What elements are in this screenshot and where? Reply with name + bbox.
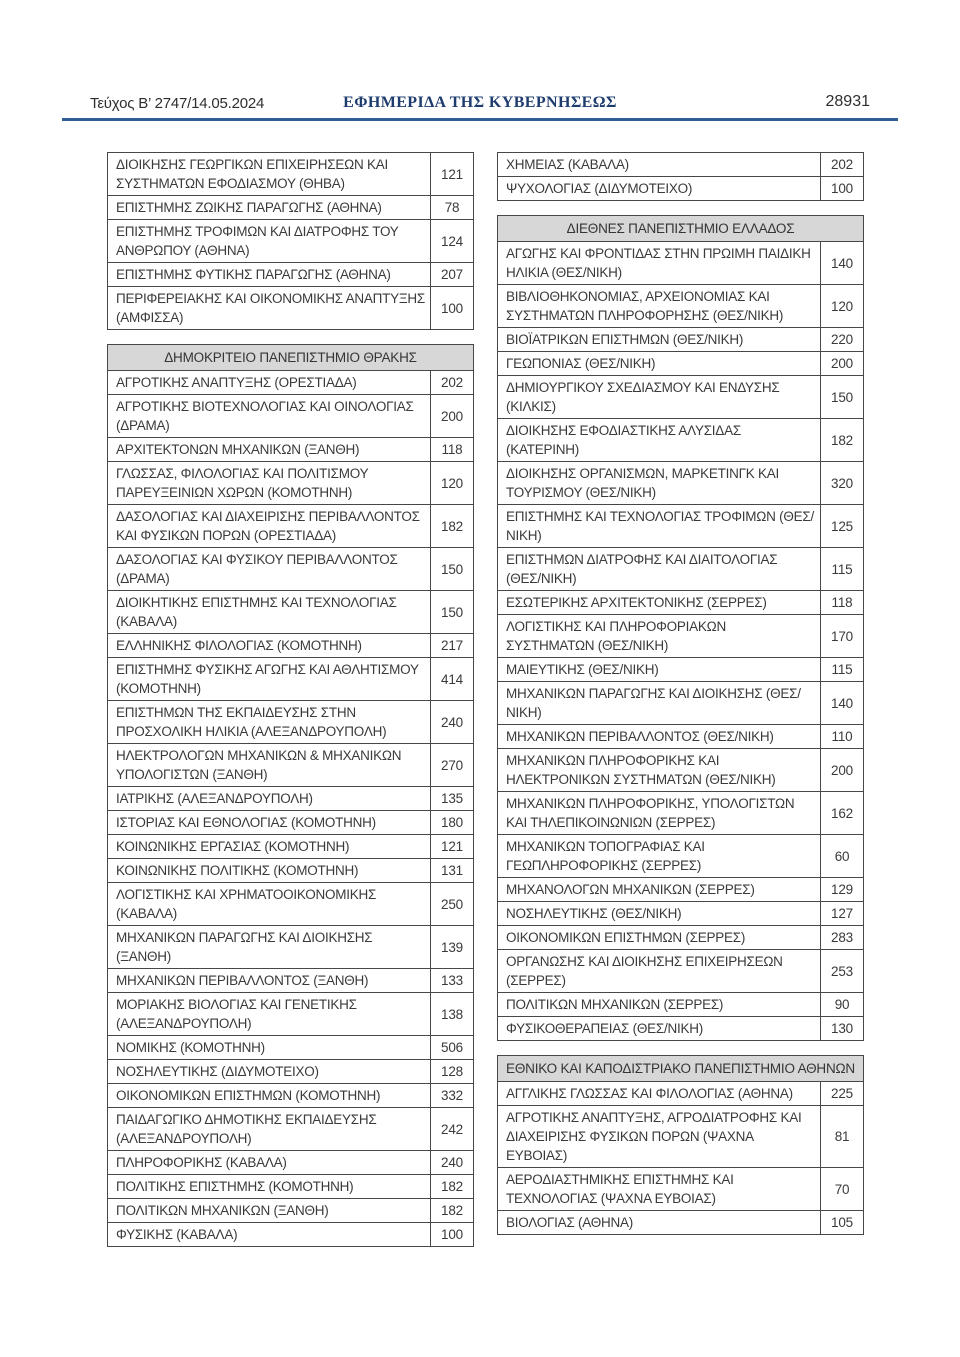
- table-row: [108, 834, 473, 858]
- admissions-count: 100: [430, 287, 473, 329]
- department-name: ΠΟΛΙΤΙΚΩΝ ΜΗΧΑΝΙΚΩΝ (ΞΑΝΘΗ): [116, 1203, 329, 1218]
- department-name: ΔΗΜΙΟΥΡΓΙΚΟΥ ΣΧΕΔΙΑΣΜΟΥ ΚΑΙ ΕΝΔΥΣΗΣ (ΚΙΛΚΙΣ): [506, 380, 780, 414]
- department-name: ΠΕΡΙΦΕΡΕΙΑΚΗΣ ΚΑΙ ΟΙΚΟΝΟΜΙΚΗΣ ΑΝΑΠΤΥΞΗΣ (ΑΜΦΙΣΣΑ): [116, 291, 425, 325]
- table-row: [498, 461, 863, 504]
- table-row: [498, 375, 863, 418]
- admissions-count: 120: [430, 462, 473, 504]
- table-row: [108, 1198, 473, 1222]
- admissions-count: 118: [820, 591, 863, 614]
- admissions-count: 202: [430, 371, 473, 394]
- admissions-count: 127: [820, 902, 863, 925]
- issue-label: Τεύχος Β’ 2747/14.05.2024: [90, 95, 265, 112]
- table-row: [498, 1016, 863, 1040]
- table-row: [108, 700, 473, 743]
- admissions-count: 150: [430, 548, 473, 590]
- right-column: [497, 152, 864, 1235]
- table-row: [498, 681, 863, 724]
- table-row: [108, 504, 473, 547]
- page-header: [62, 93, 898, 115]
- admissions-count: 240: [430, 701, 473, 743]
- university-header: ΔΗΜΟΚΡΙΤΕΙΟ ΠΑΝΕΠΙΣΤΗΜΙΟ ΘΡΑΚΗΣ: [108, 345, 473, 371]
- department-name: ΔΙΟΙΚΗΣΗΣ ΕΦΟΔΙΑΣΤΙΚΗΣ ΑΛΥΣΙΔΑΣ (ΚΑΤΕΡΙΝΗ): [506, 423, 741, 457]
- table-row: [498, 1105, 863, 1167]
- admissions-count: 133: [430, 969, 473, 992]
- admissions-count: 135: [430, 787, 473, 810]
- department-name: ΠΑΙΔΑΓΩΓΙΚΟ ΔΗΜΟΤΙΚΗΣ ΕΚΠΑΙΔΕΥΣΗΣ (ΑΛΕΞΑΝΔΡΟΥΠΟΛΗ): [116, 1112, 377, 1146]
- department-name: ΠΟΛΙΤΙΚΗΣ ΕΠΙΣΤΗΜΗΣ (ΚΟΜΟΤΗΝΗ): [116, 1179, 354, 1194]
- table-row: [108, 633, 473, 657]
- department-name: ΝΟΜΙΚΗΣ (ΚΟΜΟΤΗΝΗ): [116, 1040, 265, 1055]
- department-name: ΕΠΙΣΤΗΜΗΣ ΖΩΙΚΗΣ ΠΑΡΑΓΩΓΗΣ (ΑΘΗΝΑ): [116, 200, 382, 215]
- admissions-count: 202: [820, 153, 863, 176]
- table-row: [498, 284, 863, 327]
- table-row: [108, 657, 473, 700]
- table-row: [498, 176, 863, 200]
- table-row: [108, 547, 473, 590]
- admissions-count: 200: [820, 352, 863, 375]
- gazette-title: ΕΦΗΜΕΡΙΔΑ ΤΗΣ ΚΥΒΕΡΝΗΣΕΩΣ: [343, 94, 617, 111]
- table-row: [498, 327, 863, 351]
- admissions-count: 121: [430, 835, 473, 858]
- admissions-count: 332: [430, 1084, 473, 1107]
- admissions-count: 182: [430, 1199, 473, 1222]
- admissions-count: 320: [820, 462, 863, 504]
- department-name: ΒΙΒΛΙΟΘΗΚΟΝΟΜΙΑΣ, ΑΡΧΕΙΟΝΟΜΙΑΣ ΚΑΙ ΣΥΣΤΗΜΑΤΩΝ ΠΛΗΡΟΦΟΡΗΣΗΣ (ΘΕΣ/ΝΙΚΗ): [506, 289, 784, 323]
- table-row: [498, 925, 863, 949]
- department-name: ΑΓΡΟΤΙΚΗΣ ΒΙΟΤΕΧΝΟΛΟΓΙΑΣ ΚΑΙ ΟΙΝΟΛΟΓΙΑΣ (ΔΡΑΜΑ): [116, 399, 414, 433]
- admissions-count: 131: [430, 859, 473, 882]
- department-name: ΓΕΩΠΟΝΙΑΣ (ΘΕΣ/ΝΙΚΗ): [506, 356, 656, 371]
- table-row: [498, 791, 863, 834]
- admissions-count: 283: [820, 926, 863, 949]
- table-row: [498, 992, 863, 1016]
- table-row: [108, 810, 473, 834]
- admissions-count: 115: [820, 658, 863, 681]
- department-name: ΠΟΛΙΤΙΚΩΝ ΜΗΧΑΝΙΚΩΝ (ΣΕΡΡΕΣ): [506, 997, 724, 1012]
- table-row: [108, 786, 473, 810]
- department-name: ΦΥΣΙΚΟΘΕΡΑΠΕΙΑΣ (ΘΕΣ/ΝΙΚΗ): [506, 1021, 703, 1036]
- department-name: ΜΗΧΑΝΙΚΩΝ ΠΕΡΙΒΑΛΛΟΝΤΟΣ (ΘΕΣ/ΝΙΚΗ): [506, 729, 774, 744]
- admissions-count: 182: [430, 505, 473, 547]
- department-name: ΕΣΩΤΕΡΙΚΗΣ ΑΡΧΙΤΕΚΤΟΝΙΚΗΣ (ΣΕΡΡΕΣ): [506, 595, 767, 610]
- department-name: ΔΑΣΟΛΟΓΙΑΣ ΚΑΙ ΔΙΑΧΕΙΡΙΣΗΣ ΠΕΡΙΒΑΛΛΟΝΤΟΣ ΚΑΙ ΦΥΣΙΚΩΝ ΠΟΡΩΝ (ΟΡΕΣΤΙΑΔΑ): [116, 509, 420, 543]
- table-row: [108, 219, 473, 262]
- table-row: [108, 1083, 473, 1107]
- admissions-count: 110: [820, 725, 863, 748]
- department-table: [497, 1055, 864, 1235]
- admissions-count: 90: [820, 993, 863, 1016]
- table-row: [108, 461, 473, 504]
- department-name: ΓΛΩΣΣΑΣ, ΦΙΛΟΛΟΓΙΑΣ ΚΑΙ ΠΟΛΙΤΙΣΜΟΥ ΠΑΡΕΥΞΕΙΝΙΩΝ ΧΩΡΩΝ (ΚΟΜΟΤΗΝΗ): [116, 466, 369, 500]
- table-row: [108, 437, 473, 461]
- table-row: [498, 547, 863, 590]
- table-row: [498, 877, 863, 901]
- admissions-count: 100: [820, 177, 863, 200]
- table-row: [498, 834, 863, 877]
- admissions-count: 207: [430, 263, 473, 286]
- admissions-count: 250: [430, 883, 473, 925]
- admissions-count: 105: [820, 1211, 863, 1234]
- department-name: ΟΙΚΟΝΟΜΙΚΩΝ ΕΠΙΣΤΗΜΩΝ (ΣΕΡΡΕΣ): [506, 930, 746, 945]
- admissions-count: 139: [430, 926, 473, 968]
- department-name: ΜΗΧΑΝΙΚΩΝ ΠΑΡΑΓΩΓΗΣ ΚΑΙ ΔΙΟΙΚΗΣΗΣ (ΘΕΣ/ΝΙΚΗ): [506, 686, 801, 720]
- admissions-count: 217: [430, 634, 473, 657]
- department-name: ΔΙΟΙΚΗΣΗΣ ΓΕΩΡΓΙΚΩΝ ΕΠΙΧΕΙΡΗΣΕΩΝ ΚΑΙ ΣΥΣΤΗΜΑΤΩΝ ΕΦΟΔΙΑΣΜΟΥ (ΘΗΒΑ): [116, 157, 389, 191]
- admissions-count: 182: [430, 1175, 473, 1198]
- department-name: ΑΡΧΙΤΕΚΤΟΝΩΝ ΜΗΧΑΝΙΚΩΝ (ΞΑΝΘΗ): [116, 442, 360, 457]
- admissions-count: 78: [430, 196, 473, 219]
- table-row: [108, 1174, 473, 1198]
- department-name: ΔΑΣΟΛΟΓΙΑΣ ΚΑΙ ΦΥΣΙΚΟΥ ΠΕΡΙΒΑΛΛΟΝΤΟΣ (ΔΡΑΜΑ): [116, 552, 398, 586]
- department-name: ΑΕΡΟΔΙΑΣΤΗΜΙΚΗΣ ΕΠΙΣΤΗΜΗΣ ΚΑΙ ΤΕΧΝΟΛΟΓΙΑΣ (ΨΑΧΝΑ ΕΥΒΟΙΑΣ): [506, 1172, 734, 1206]
- table-row: [498, 614, 863, 657]
- admissions-count: 162: [820, 792, 863, 834]
- table-row: [498, 901, 863, 925]
- admissions-count: 140: [820, 242, 863, 284]
- university-header: ΔΙΕΘΝΕΣ ΠΑΝΕΠΙΣΤΗΜΙΟ ΕΛΛΑΔΟΣ: [498, 216, 863, 242]
- table-row: [108, 1035, 473, 1059]
- table-row: [498, 242, 863, 284]
- admissions-count: 220: [820, 328, 863, 351]
- admissions-count: 270: [430, 744, 473, 786]
- department-name: ΜΑΙΕΥΤΙΚΗΣ (ΘΕΣ/ΝΙΚΗ): [506, 662, 659, 677]
- table-row: [498, 153, 863, 176]
- department-name: ΜΗΧΑΝΙΚΩΝ ΠΑΡΑΓΩΓΗΣ ΚΑΙ ΔΙΟΙΚΗΣΗΣ (ΞΑΝΘΗ): [116, 930, 373, 964]
- table-row: [498, 949, 863, 992]
- table-row: [108, 371, 473, 394]
- department-name: ΔΙΟΙΚΗΣΗΣ ΟΡΓΑΝΙΣΜΩΝ, ΜΑΡΚΕΤΙΝΓΚ ΚΑΙ ΤΟΥΡΙΣΜΟΥ (ΘΕΣ/ΝΙΚΗ): [506, 466, 780, 500]
- table-row: [108, 1107, 473, 1150]
- admissions-count: 240: [430, 1151, 473, 1174]
- department-name: ΛΟΓΙΣΤΙΚΗΣ ΚΑΙ ΠΛΗΡΟΦΟΡΙΑΚΩΝ ΣΥΣΤΗΜΑΤΩΝ (ΘΕΣ/ΝΙΚΗ): [506, 619, 727, 653]
- department-name: ΟΙΚΟΝΟΜΙΚΩΝ ΕΠΙΣΤΗΜΩΝ (ΚΟΜΟΤΗΝΗ): [116, 1088, 381, 1103]
- table-row: [108, 1150, 473, 1174]
- department-table: [497, 152, 864, 201]
- department-name: ΕΠΙΣΤΗΜΗΣ ΦΥΤΙΚΗΣ ΠΑΡΑΓΩΓΗΣ (ΑΘΗΝΑ): [116, 267, 391, 282]
- department-name: ΕΠΙΣΤΗΜΗΣ ΚΑΙ ΤΕΧΝΟΛΟΓΙΑΣ ΤΡΟΦΙΜΩΝ (ΘΕΣ/ΝΙΚΗ): [506, 509, 814, 543]
- table-row: [108, 1059, 473, 1083]
- department-name: ΒΙΟΛΟΓΙΑΣ (ΑΘΗΝΑ): [506, 1215, 633, 1230]
- department-name: ΕΠΙΣΤΗΜΗΣ ΤΡΟΦΙΜΩΝ ΚΑΙ ΔΙΑΤΡΟΦΗΣ ΤΟΥ ΑΝΘΡΩΠΟΥ (ΑΘΗΝΑ): [116, 224, 399, 258]
- department-name: ΑΓΓΛΙΚΗΣ ΓΛΩΣΣΑΣ ΚΑΙ ΦΙΛΟΛΟΓΙΑΣ (ΑΘΗΝΑ): [506, 1086, 793, 1101]
- admissions-count: 138: [430, 993, 473, 1035]
- department-name: ΑΓΡΟΤΙΚΗΣ ΑΝΑΠΤΥΞΗΣ (ΟΡΕΣΤΙΑΔΑ): [116, 375, 357, 390]
- admissions-count: 125: [820, 505, 863, 547]
- admissions-count: 129: [820, 878, 863, 901]
- left-column: [107, 152, 474, 1247]
- table-row: [108, 590, 473, 633]
- admissions-count: 130: [820, 1017, 863, 1040]
- department-name: ΝΟΣΗΛΕΥΤΙΚΗΣ (ΘΕΣ/ΝΙΚΗ): [506, 906, 682, 921]
- department-table: [107, 344, 474, 1247]
- table-row: [498, 1210, 863, 1234]
- department-name: ΕΛΛΗΝΙΚΗΣ ΦΙΛΟΛΟΓΙΑΣ (ΚΟΜΟΤΗΝΗ): [116, 638, 362, 653]
- department-name: ΨΥΧΟΛΟΓΙΑΣ (ΔΙΔΥΜΟΤΕΙΧΟ): [506, 181, 693, 196]
- table-row: [498, 657, 863, 681]
- table-row: [108, 1222, 473, 1246]
- department-name: ΜΗΧΑΝΙΚΩΝ ΤΟΠΟΓΡΑΦΙΑΣ ΚΑΙ ΓΕΩΠΛΗΡΟΦΟΡΙΚΗΣ (ΣΕΡΡΕΣ): [506, 839, 705, 873]
- table-row: [498, 504, 863, 547]
- admissions-count: 253: [820, 950, 863, 992]
- table-row: [498, 418, 863, 461]
- department-name: ΜΗΧΑΝΙΚΩΝ ΠΛΗΡΟΦΟΡΙΚΗΣ ΚΑΙ ΗΛΕΚΤΡΟΝΙΚΩΝ ΣΥΣΤΗΜΑΤΩΝ (ΘΕΣ/ΝΙΚΗ): [506, 753, 776, 787]
- table-row: [108, 262, 473, 286]
- department-name: ΑΓΩΓΗΣ ΚΑΙ ΦΡΟΝΤΙΔΑΣ ΣΤΗΝ ΠΡΩΙΜΗ ΠΑΙΔΙΚΗ ΗΛΙΚΙΑ (ΘΕΣ/ΝΙΚΗ): [506, 246, 811, 280]
- department-name: ΦΥΣΙΚΗΣ (ΚΑΒΑΛΑ): [116, 1227, 238, 1242]
- department-name: ΚΟΙΝΩΝΙΚΗΣ ΕΡΓΑΣΙΑΣ (ΚΟΜΟΤΗΝΗ): [116, 839, 350, 854]
- table-row: [108, 925, 473, 968]
- department-name: ΛΟΓΙΣΤΙΚΗΣ ΚΑΙ ΧΡΗΜΑΤΟΟΙΚΟΝΟΜΙΚΗΣ (ΚΑΒΑΛΑ): [116, 887, 377, 921]
- department-name: ΟΡΓΑΝΩΣΗΣ ΚΑΙ ΔΙΟΙΚΗΣΗΣ ΕΠΙΧΕΙΡΗΣΕΩΝ (ΣΕΡΡΕΣ): [506, 954, 783, 988]
- header-rule: [62, 118, 898, 121]
- department-name: ΝΟΣΗΛΕΥΤΙΚΗΣ (ΔΙΔΥΜΟΤΕΙΧΟ): [116, 1064, 319, 1079]
- admissions-count: 128: [430, 1060, 473, 1083]
- admissions-count: 140: [820, 682, 863, 724]
- admissions-count: 150: [430, 591, 473, 633]
- department-name: ΧΗΜΕΙΑΣ (ΚΑΒΑΛΑ): [506, 157, 629, 172]
- admissions-count: 118: [430, 438, 473, 461]
- table-row: [498, 351, 863, 375]
- admissions-count: 200: [430, 395, 473, 437]
- table-row: [108, 286, 473, 329]
- department-table: [107, 152, 474, 330]
- admissions-count: 182: [820, 419, 863, 461]
- admissions-count: 81: [820, 1106, 863, 1167]
- admissions-count: 120: [820, 285, 863, 327]
- department-name: ΒΙΟΪΑΤΡΙΚΩΝ ΕΠΙΣΤΗΜΩΝ (ΘΕΣ/ΝΙΚΗ): [506, 332, 744, 347]
- admissions-count: 242: [430, 1108, 473, 1150]
- admissions-count: 124: [430, 220, 473, 262]
- admissions-count: 150: [820, 376, 863, 418]
- admissions-count: 414: [430, 658, 473, 700]
- admissions-count: 100: [430, 1223, 473, 1246]
- department-name: ΜΗΧΑΝΟΛΟΓΩΝ ΜΗΧΑΝΙΚΩΝ (ΣΕΡΡΕΣ): [506, 882, 755, 897]
- department-name: ΜΗΧΑΝΙΚΩΝ ΠΛΗΡΟΦΟΡΙΚΗΣ, ΥΠΟΛΟΓΙΣΤΩΝ ΚΑΙ ΤΗΛΕΠΙΚΟΙΝΩΝΙΩΝ (ΣΕΡΡΕΣ): [506, 796, 795, 830]
- admissions-count: 121: [430, 153, 473, 195]
- table-row: [108, 992, 473, 1035]
- admissions-count: 200: [820, 749, 863, 791]
- department-name: ΑΓΡΟΤΙΚΗΣ ΑΝΑΠΤΥΞΗΣ, ΑΓΡΟΔΙΑΤΡΟΦΗΣ ΚΑΙ ΔΙΑΧΕΙΡΙΣΗΣ ΦΥΣΙΚΩΝ ΠΟΡΩΝ (ΨΑΧΝΑ ΕΥΒΟΙΑΣ): [506, 1110, 802, 1163]
- admissions-count: 180: [430, 811, 473, 834]
- table-row: [498, 590, 863, 614]
- department-name: ΔΙΟΙΚΗΤΙΚΗΣ ΕΠΙΣΤΗΜΗΣ ΚΑΙ ΤΕΧΝΟΛΟΓΙΑΣ (ΚΑΒΑΛΑ): [116, 595, 397, 629]
- department-name: ΕΠΙΣΤΗΜΗΣ ΦΥΣΙΚΗΣ ΑΓΩΓΗΣ ΚΑΙ ΑΘΛΗΤΙΣΜΟΥ (ΚΟΜΟΤΗΝΗ): [116, 662, 419, 696]
- university-header: ΕΘΝΙΚΟ ΚΑΙ ΚΑΠΟΔΙΣΤΡΙΑΚΟ ΠΑΝΕΠΙΣΤΗΜΙΟ ΑΘΗΝΩΝ: [498, 1056, 863, 1082]
- admissions-count: 115: [820, 548, 863, 590]
- department-name: ΕΠΙΣΤΗΜΩΝ ΤΗΣ ΕΚΠΑΙΔΕΥΣΗΣ ΣΤΗΝ ΠΡΟΣΧΟΛΙΚΗ ΗΛΙΚΙΑ (ΑΛΕΞΑΝΔΡΟΥΠΟΛΗ): [116, 705, 387, 739]
- admissions-count: 225: [820, 1082, 863, 1105]
- table-row: [108, 858, 473, 882]
- department-name: ΙΣΤΟΡΙΑΣ ΚΑΙ ΕΘΝΟΛΟΓΙΑΣ (ΚΟΜΟΤΗΝΗ): [116, 815, 376, 830]
- admissions-count: 60: [820, 835, 863, 877]
- table-row: [498, 724, 863, 748]
- department-name: ΚΟΙΝΩΝΙΚΗΣ ΠΟΛΙΤΙΚΗΣ (ΚΟΜΟΤΗΝΗ): [116, 863, 359, 878]
- table-row: [108, 394, 473, 437]
- table-row: [108, 743, 473, 786]
- department-name: ΕΠΙΣΤΗΜΩΝ ΔΙΑΤΡΟΦΗΣ ΚΑΙ ΔΙΑΙΤΟΛΟΓΙΑΣ (ΘΕΣ/ΝΙΚΗ): [506, 552, 778, 586]
- department-table: [497, 215, 864, 1041]
- admissions-count: 70: [820, 1168, 863, 1210]
- table-row: [108, 968, 473, 992]
- table-row: [498, 1082, 863, 1105]
- table-row: [498, 748, 863, 791]
- department-name: ΜΗΧΑΝΙΚΩΝ ΠΕΡΙΒΑΛΛΟΝΤΟΣ (ΞΑΝΘΗ): [116, 973, 369, 988]
- page-number: 28931: [825, 93, 870, 110]
- table-row: [108, 882, 473, 925]
- department-name: ΗΛΕΚΤΡΟΛΟΓΩΝ ΜΗΧΑΝΙΚΩΝ & ΜΗΧΑΝΙΚΩΝ ΥΠΟΛΟΓΙΣΤΩΝ (ΞΑΝΘΗ): [116, 748, 402, 782]
- department-name: ΠΛΗΡΟΦΟΡΙΚΗΣ (ΚΑΒΑΛΑ): [116, 1155, 287, 1170]
- admissions-count: 506: [430, 1036, 473, 1059]
- table-row: [498, 1167, 863, 1210]
- table-row: [108, 153, 473, 195]
- department-name: ΜΟΡΙΑΚΗΣ ΒΙΟΛΟΓΙΑΣ ΚΑΙ ΓΕΝΕΤΙΚΗΣ (ΑΛΕΞΑΝΔΡΟΥΠΟΛΗ): [116, 997, 357, 1031]
- table-row: [108, 195, 473, 219]
- department-name: ΙΑΤΡΙΚΗΣ (ΑΛΕΞΑΝΔΡΟΥΠΟΛΗ): [116, 791, 313, 806]
- admissions-count: 170: [820, 615, 863, 657]
